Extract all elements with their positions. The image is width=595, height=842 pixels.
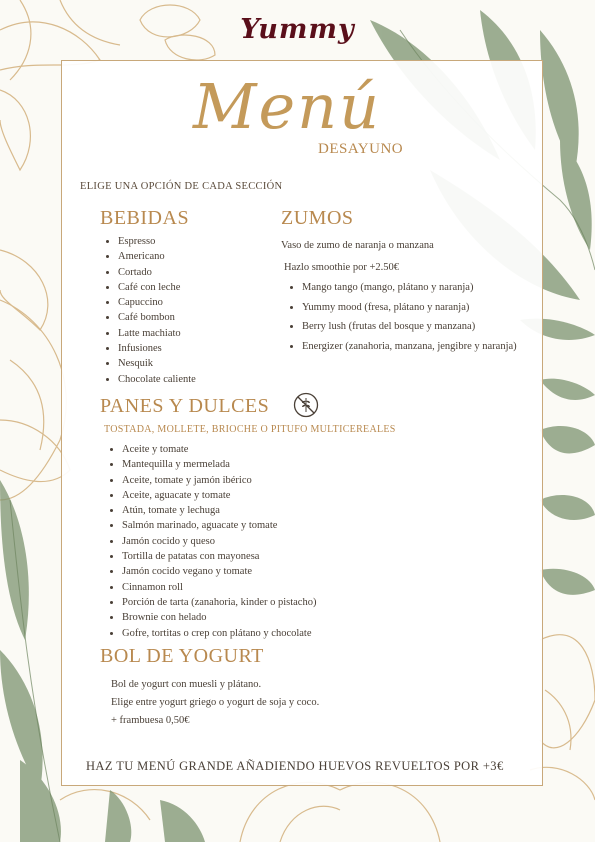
list-item: • Infusiones <box>118 341 196 356</box>
list-item: • Energizer (zanahoria, manzana, jengibre y naranja) <box>302 338 522 356</box>
list-item: • Yummy mood (fresa, plátano y naranja) <box>302 298 522 318</box>
bebidas-title: BEBIDAS <box>100 207 190 229</box>
list-item: • Café bombon <box>118 310 196 325</box>
zumos-title: ZUMOS <box>281 207 354 229</box>
panes-title: PANES Y DULCES <box>100 395 270 417</box>
list-item: • Mango tango (mango, plátano y naranja) <box>302 278 522 298</box>
zumos-list <box>284 278 522 356</box>
no-gluten-icon <box>293 392 319 418</box>
zumos-line-2: Hazlo smoothie por +2.50€ <box>284 262 399 273</box>
list-item: • Cortado <box>118 265 196 280</box>
brand-logo: Yummy <box>240 14 355 45</box>
list-item: • Nesquik <box>118 356 196 371</box>
list-item: • Capuccino <box>118 295 196 310</box>
list-item: • Jamón cocido y queso <box>122 534 316 549</box>
list-item: • Aceite y tomate <box>122 442 316 457</box>
list-item: • Latte machiato <box>118 326 196 341</box>
instruction-text: ELIGE UNA OPCIÓN DE CADA SECCIÓN <box>80 181 283 192</box>
list-item: • Espresso <box>118 234 196 249</box>
list-item: • Aceite, tomate y jamón ibérico <box>122 473 316 488</box>
yogurt-line-1: Bol de yogurt con muesli y plátano. <box>111 679 262 690</box>
panes-subtitle: TOSTADA, MOLLETE, BRIOCHE O PITUFO MULTICEREALES <box>104 424 396 435</box>
list-item: • Café con leche <box>118 280 196 295</box>
list-item: • Tortilla de patatas con mayonesa <box>122 549 316 564</box>
list-item: • Salmón marinado, aguacate y tomate <box>122 518 316 533</box>
list-item: • Mantequilla y mermelada <box>122 457 316 472</box>
list-item: • Jamón cocido vegano y tomate <box>122 564 316 579</box>
list-item: • Berry lush (frutas del bosque y manzana) <box>302 317 522 337</box>
yogurt-line-2: Elige entre yogurt griego o yogurt de soja y coco. <box>111 697 320 708</box>
bebidas-list <box>100 234 196 387</box>
list-item: • Chocolate caliente <box>118 372 196 387</box>
list-item: • Brownie con helado <box>122 610 316 625</box>
list-item: • Cinnamon roll <box>122 580 316 595</box>
menu-subtitle: DESAYUNO <box>318 141 404 157</box>
menu-title: Menú <box>193 70 382 143</box>
panes-list <box>104 442 316 641</box>
yogurt-title: BOL DE YOGURT <box>100 645 264 667</box>
zumos-line-1: Vaso de zumo de naranja o manzana <box>281 240 434 251</box>
list-item: • Aceite, aguacate y tomate <box>122 488 316 503</box>
yogurt-line-3: + frambuesa 0,50€ <box>111 715 190 726</box>
list-item: • Porción de tarta (zanahoria, kinder o pistacho) <box>122 595 316 610</box>
footer-note: HAZ TU MENÚ GRANDE AÑADIENDO HUEVOS REVUELTOS POR +3€ <box>86 759 504 773</box>
list-item: • Gofre, tortitas o crep con plátano y chocolate <box>122 626 316 641</box>
list-item: • Americano <box>118 249 196 264</box>
list-item: • Atún, tomate y lechuga <box>122 503 316 518</box>
